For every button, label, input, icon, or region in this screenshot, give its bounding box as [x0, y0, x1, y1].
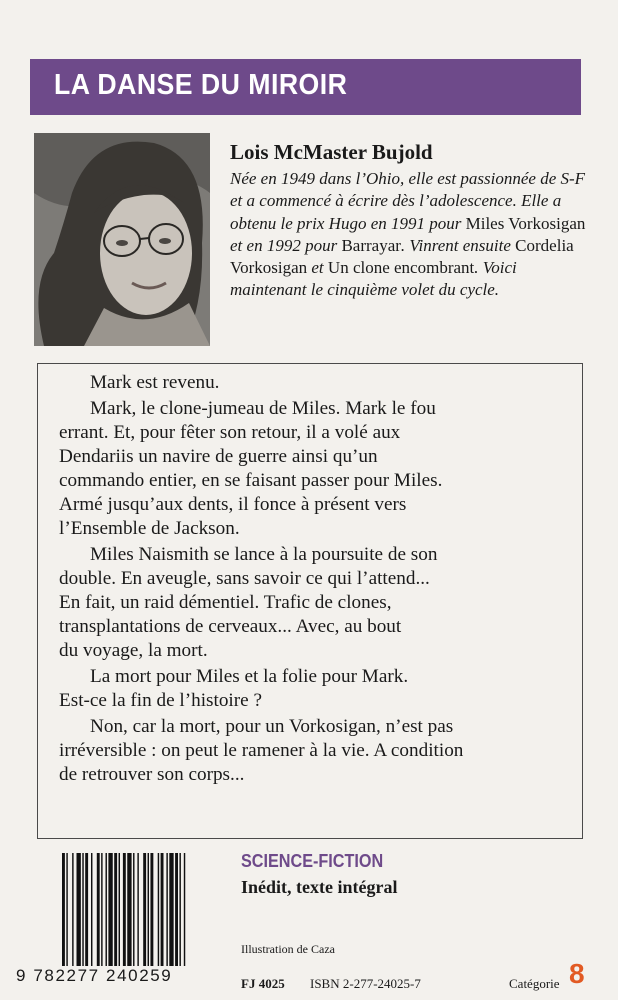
blurb-line: Mark est revenu. [90, 372, 220, 393]
bio-book-4: Un clone encombrant [327, 258, 475, 278]
bio-book-2: Barrayar [341, 235, 401, 255]
blurb-line: Est-ce la fin de l’histoire ? [59, 690, 262, 711]
bio-text-3: . Vinrent ensuite [400, 235, 511, 255]
category-label: Catégorie [509, 976, 560, 991]
book-title: LA DANSE DU MIROIR [54, 69, 348, 101]
bio-text-4: et [311, 258, 324, 278]
blurb-line: irréversible : on peut le ramener à la vie. A condition [59, 740, 464, 761]
bio-text-1: Née en 1949 dans l’Ohio, elle est passionnée de S-F et a commencé à écrire dès l’adolescence. Elle a obtenu le prix Hugo en 1991 pour [230, 169, 586, 233]
bio-text-2: et en 1992 pour [230, 235, 338, 255]
bio-text-5: . Voici maintenant le cinquième volet du cycle. [230, 258, 517, 300]
blurb-line: errant. Et, pour fêter son retour, il a volé aux [59, 422, 401, 443]
blurb-line: commando entier, en se faisant passer pour Miles. [59, 470, 443, 491]
illustration-credit: Illustration de Caza [241, 942, 335, 956]
blurb-box [37, 363, 583, 839]
blurb-line: Miles Naismith se lance à la poursuite de son [90, 544, 438, 565]
genre-label: SCIENCE-FICTION [241, 851, 384, 871]
blurb-line: En fait, un raid démentiel. Trafic de clones, [59, 592, 392, 613]
author-bio [230, 168, 595, 302]
blurb-line: La mort pour Miles et la folie pour Mark. [90, 666, 409, 687]
author-name: Lois McMaster Bujold [230, 140, 433, 164]
category-number: 8 [569, 958, 585, 989]
isbn-number: ISBN 2-277-24025-7 [310, 976, 421, 991]
blurb-line: de retrouver son corps... [59, 764, 245, 785]
blurb-line: transplantations de cerveaux... Avec, au bout [59, 616, 402, 637]
author-photo [34, 133, 210, 346]
blurb-line: l’Ensemble de Jackson. [59, 518, 240, 539]
barcode-digits: 9 782277 240259 [16, 966, 173, 985]
title-band [30, 59, 581, 115]
barcode [60, 853, 225, 966]
catalog-code: FJ 4025 [241, 976, 285, 991]
blurb-line: du voyage, la mort. [59, 640, 208, 661]
bio-book-1: Miles Vorkosigan [465, 213, 586, 233]
blurb-line: Mark, le clone-jumeau de Miles. Mark le fou [90, 398, 436, 419]
blurb-line: Dendariis un navire de guerre ainsi qu’un [59, 446, 378, 467]
blurb-line: Armé jusqu’aux dents, il fonce à présent vers [59, 494, 407, 515]
bio-book-3: Cordelia Vorkosigan [230, 235, 574, 278]
blurb-line: double. En aveugle, sans savoir ce qui l’attend... [59, 568, 430, 589]
edition-label: Inédit, texte intégral [241, 877, 398, 897]
blurb-line: Non, car la mort, pour un Vorkosigan, n’est pas [90, 716, 454, 737]
